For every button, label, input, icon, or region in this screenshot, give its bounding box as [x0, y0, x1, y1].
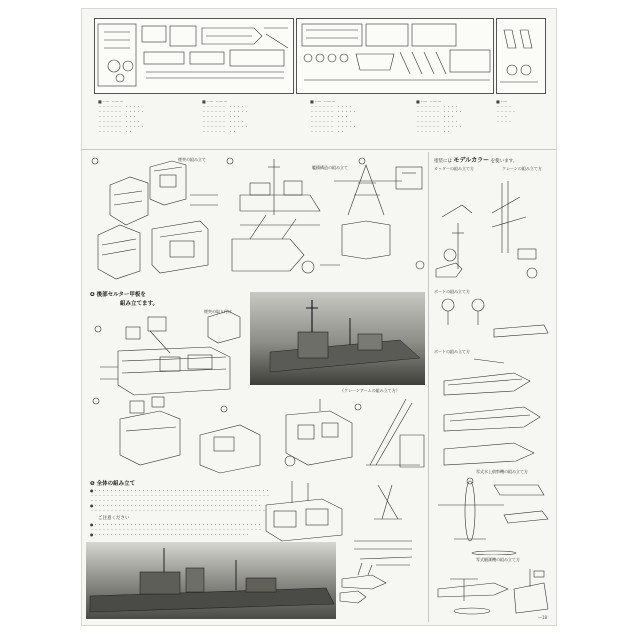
parts-list-text-3: ■ ····· ········· ・・・・・・ ・・・・ ・・・・・・ ・・・・・ ・・・・・・ ・・・ ・・・・・・ ・・・・ ・・・・・・ ・・・・・ ・・・・・・ ・・ [310, 99, 357, 134]
observation-plane-drawing [434, 549, 552, 621]
crane-caption: （クレーンアームの組み立て方） [340, 388, 400, 393]
paint-note [434, 155, 517, 164]
model-photo-lower-detail [86, 542, 336, 619]
step4-subheading: 組み立てます。 [120, 301, 159, 307]
paint-note-suffix: を使います。 [490, 159, 518, 164]
cutter-heading: カッターの組み立て方 [434, 166, 474, 171]
cutter-crane-drawing [432, 173, 552, 283]
boat-assembly-drawing [434, 355, 552, 467]
step1-3-assembly-drawing [90, 155, 426, 285]
observation-plane-heading: 零式観測機の組み立て方 [476, 557, 520, 562]
seaplane-heading: 零式水上偵察機の組み立て方 [476, 469, 528, 474]
seaplane-drawing [434, 475, 552, 555]
step4-assembly-drawing [90, 307, 250, 399]
boat-heading-small: ボートの組み立て方 [434, 289, 470, 294]
paint-brand: モデルカラー [453, 157, 490, 164]
crane-heading: クレーンの組み立て方 [502, 166, 542, 171]
note-box-text: ●・・・・・・・・・・・・・・・・・・・・・・・・・・・・・・・・・・・・・・・・・・ ・・・・・・・・・・・・・・・・・・・・・・・・・・・・・・・・・・・・・・・・・・・ ●・・・・・・・・・・・・・・・・・・・・・・・・・・・・・・・・・・・・・・・ [90, 522, 262, 537]
paint-note-prefix: 塗装には [434, 159, 452, 164]
step5-heading: ❺ 全体の組み立て [90, 481, 136, 487]
fold-line-top [82, 149, 556, 150]
step5-instructions: ●・・・・・・・・・・・・・・・・・・・・・・・・・・・・・・・・・・・・・・・・・・・・ ・・・・・・・・・・・・・・・・・・・・・・・・・・・・・・・・・・・・・・・・・・・・・ ・・・・・・・・・・・・・・・・・・・・・・・・・・・・・・・・・・・・・・・・・・ ●・・・・・・・・・・・・・・・・・・・・・・・・・・・・・・・・・・・・・・・・・・ ・・・・・・・・・・・・・・・・・・・・・・・・・・・・・・・・・・・・・・・・・・・・ [90, 488, 270, 513]
step4-heading: ❹ 後部セルター甲板を [90, 292, 146, 298]
step1-label: 煙突の組み立て [178, 157, 206, 162]
model-photo-upper-detail [250, 292, 425, 385]
sprue-parts-drawing [94, 18, 544, 92]
page-number: —18 [538, 615, 548, 620]
boat-heading: ボートの組み立て方 [434, 349, 470, 354]
parts-list-text-5: ■ ····· ・・・・ ・・・・・ ・・・ ・・・・ [496, 99, 516, 124]
instruction-sheet [82, 9, 556, 625]
step4-note: 煙突の取り付け [204, 309, 232, 314]
fold-line-vertical [428, 152, 429, 622]
step2-label: 艦橋構造の組み立て [312, 165, 348, 170]
parts-list-text-4: ■ ····· ········· ・・・・・・ ・・・・ ・・・・・・ ・・・・・ ・・・・・・ ・・・ ・・・・・・ ・・・・ ・・・・・・ ・・・・・ ・・・・・・ ・・ [416, 99, 463, 134]
crane-assembly-drawing [90, 395, 426, 477]
note-box-title: ご注意ください [98, 516, 130, 521]
parts-list-text-1: ■ ····· ········· ・・・・・・ ・・・・ ・・・・・・ ・・・・・ ・・・・・・ ・・・ ・・・・・・ ・・・・ ・・・・・・ ・・・・・ ・・・・・・ ・・ [98, 99, 145, 134]
parts-list-text-2: ■ ····· ········· ・・・・・・ ・・・・ ・・・・・・ ・・・・・ ・・・・・・ ・・・ ・・・・・・ ・・・・ ・・・・・・ ・・・・・ ・・・・・・ ・・ [202, 99, 249, 134]
boat-small-drawing [434, 295, 552, 343]
